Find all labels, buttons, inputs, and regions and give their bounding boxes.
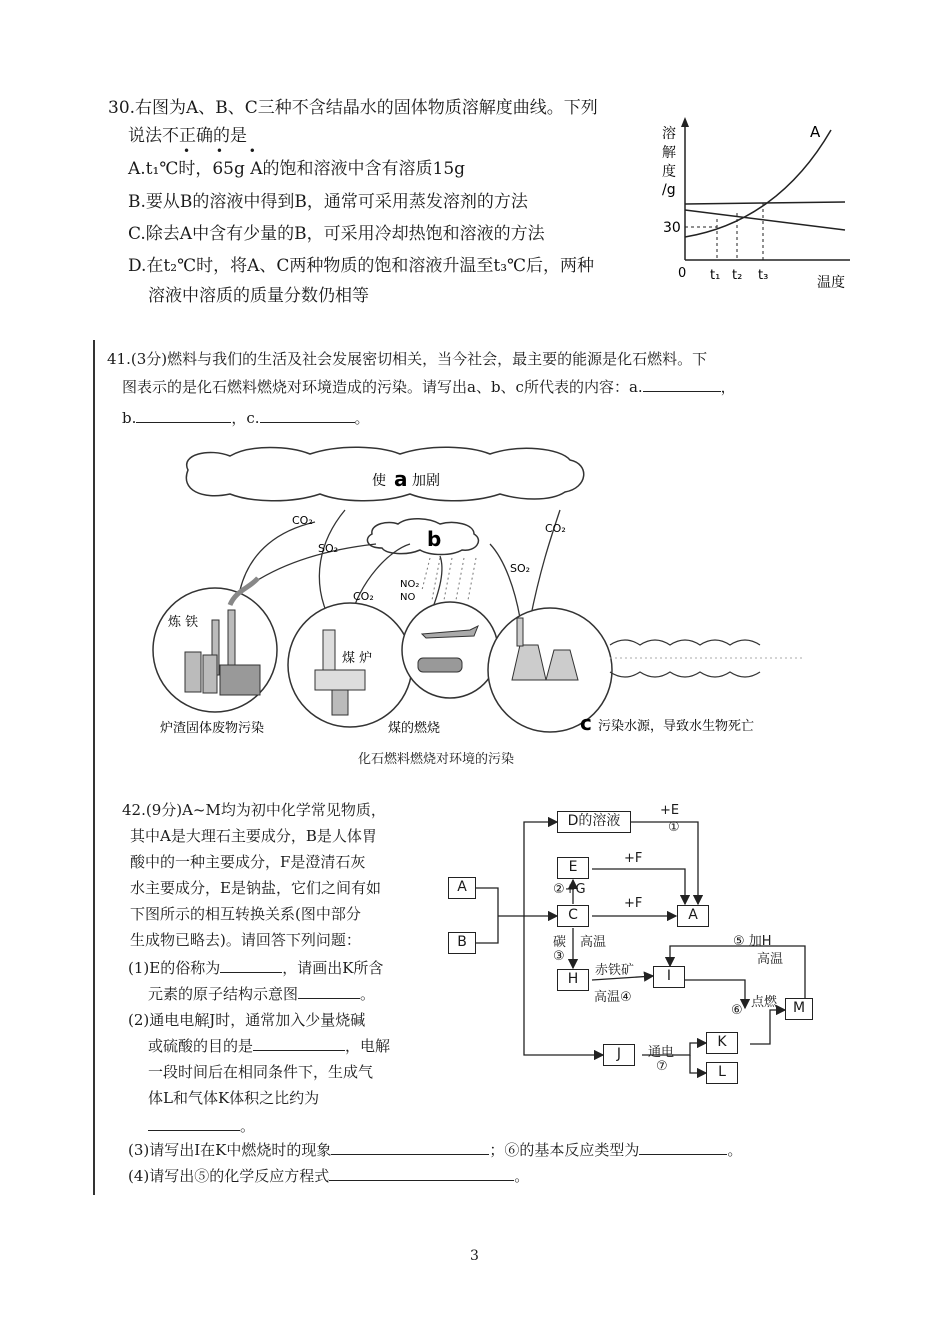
label-c: ，c. [231,409,260,427]
q42-sub1-b [148,981,375,1007]
y-label-1: 溶 [662,126,676,142]
slag-label: 炉渣固体废物污染 [160,721,265,736]
node-e: E [557,857,589,879]
q30-option-a: A.t₁℃时，65g A的饱和溶液中含有溶质15g [128,159,466,179]
margin-rule [93,340,95,1195]
q42-sub2-e: 体L和气体K体积之比约为 [148,1089,320,1107]
c-text: 污染水源，导致水生物死亡 [598,719,755,734]
x-tick-t3: t₃ [758,268,769,283]
solubility-graph [655,112,855,297]
q30-option-d-cont: 溶液中溶质的质量分数仍相等 [148,286,369,306]
q42-sub1-label: (1)E的俗称为 [128,959,221,977]
node-h: H [557,969,589,991]
q42-period-1: 。 [360,985,376,1003]
q42-line-2: 其中A是大理石主要成分，B是人体胃 [130,827,377,845]
flow-label-plus-e: +E [660,803,680,818]
q41-comma: ， [720,378,736,396]
label-b: b. [122,409,137,427]
label-co2-3: CO₂ [545,522,566,535]
flow-label-hematite: 赤铁矿 [595,963,635,978]
q42-sub3-text: (3)请写出I在K中燃烧时的现象 [128,1141,332,1159]
q42-sub1-c: 元素的原子结构示意图 [148,985,299,1003]
flow-label-plus-f-2: +F [624,896,643,911]
flow-label-step-7: ⑦ [656,1059,668,1074]
y-tick-30: 30 [663,220,681,236]
arrow-iron-so2 [250,544,376,585]
x-axis-label: 温度 [817,275,845,291]
flow-label-high-temp-5: 高温 [757,952,784,967]
iron-label: 炼 铁 [168,615,199,630]
q42-period-4: 。 [514,1167,530,1185]
q42-sub3-b: ；⑥的基本反应类型为 [489,1141,640,1159]
q42-sub3 [128,1137,742,1163]
arrow-iron-co2 [240,522,315,590]
node-d-solution: D的溶液 [557,811,631,833]
page-number: 3 [470,1248,479,1264]
pollution-diagram [140,440,820,740]
q41-line-1: 41.(3分)燃料与我们的生活及社会发展密切相关，当今社会，最主要的能源是化石燃料。下 [107,350,708,368]
flow-label-electrolysis: 通电 [648,1045,675,1060]
cloud-text-post: 加剧 [412,473,440,489]
stove-label: 煤 炉 [342,651,373,666]
node-a-product: A [677,905,709,927]
node-k: K [706,1032,738,1054]
label-co2-1: CO₂ [292,514,313,527]
answer-blank-a[interactable] [643,377,721,392]
car [418,658,462,672]
answer-blank-ratio[interactable] [148,1116,240,1131]
q42-sub1-a [128,955,383,981]
q30-option-c: C.除去A中含有少量的B，可采用冷却热饱和溶液的方法 [128,224,545,244]
y-axis-arrow [681,117,689,127]
x-tick-t2: t₂ [732,268,743,283]
arrow-plant-so2 [490,544,520,618]
y-label-3: 度 [662,164,676,180]
q30-option-b: B.要从B的溶液中得到B，通常可采用蒸发溶剂的方法 [128,192,528,212]
answer-blank-b[interactable] [136,408,231,423]
q42-line-5: 下图所示的相互转换关系(图中部分 [130,905,361,923]
emphasis-dots: • • • [183,144,267,158]
node-j: J [603,1044,635,1066]
q42-line-6: 生成物已略去)。请回答下列问题： [130,931,361,949]
q42-period-3: 。 [727,1141,743,1159]
q41-line-3 [122,405,370,432]
flow-label-ignite: 点燃 [751,995,778,1010]
q42-sub2-c: ，电解 [345,1037,391,1055]
cloud-letter-a: a [394,467,408,491]
answer-blank-purpose[interactable] [253,1036,345,1051]
flow-label-step-6: ⑥ [731,1003,743,1018]
q42-sub2-f [148,1113,255,1139]
q42-line-1: 42.(9分)A~M均为初中化学常见物质， [122,801,386,819]
c-letter: c [580,711,592,735]
answer-blank-phenomenon[interactable] [331,1140,489,1155]
flow-label-high-temp-4: 高温④ [594,990,632,1005]
curve-a [685,130,831,237]
q42-sub1-text: ，请画出K所含 [282,959,384,977]
q42-sub2-b [148,1033,390,1059]
flow-label-high-temp-1: 高温 [580,935,607,950]
cloud-letter-b: b [427,527,442,551]
origin-label: 0 [678,266,687,281]
q30-line-2: 说法不正确的是 [128,126,247,146]
q41-line-2-text: 图表示的是化石燃料燃烧对环境造成的污染。请写出a、b、c所代表的内容：a. [122,378,643,396]
curve-b [685,202,845,204]
flow-label-carbon: 碳 [553,935,567,950]
flow-label-step-2-g: ②+G [553,882,586,897]
q30-option-d: D.在t₂℃时，将A、C两种物质的饱和溶液升温至t₃℃后，两种 [128,256,595,276]
q41-line-2 [122,374,736,401]
label-co2-2: CO₂ [353,590,374,603]
q42-sub2-d: 一段时间后在相同条件下，生成气 [148,1063,374,1081]
node-b: B [448,932,476,954]
node-i: I [653,966,685,988]
answer-blank-e-name[interactable] [220,958,282,973]
x-tick-t1: t₁ [710,268,721,283]
q30-line-1: 30.右图为A、B、C三种不含结晶水的固体物质溶解度曲线。下列 [108,98,598,118]
label-so2-1: SO₂ [318,542,339,555]
flow-label-plus-f-1: +F [624,851,643,866]
q42-line-3: 酸中的一种主要成分，F是澄清石灰 [130,853,366,871]
flow-label-step-5: ⑤ 加H [733,934,772,949]
b-cloud [367,519,478,555]
cloud-text-pre: 使 [372,473,386,489]
answer-blank-c[interactable] [260,408,355,423]
flow-label-step-1: ① [668,820,680,835]
flow-label-step-3: ③ [553,949,565,964]
node-l: L [706,1062,738,1084]
transport-circle [402,602,498,698]
node-m: M [785,998,813,1020]
y-label-4: /g [662,182,676,198]
q42-sub4-text: (4)请写出⑤的化学反应方程式 [128,1167,330,1185]
diagram-caption: 化石燃料燃烧对环境的污染 [358,752,515,767]
coal-burn-label: 煤的燃烧 [388,721,441,736]
q42-sub4 [128,1163,529,1189]
answer-blank-equation[interactable] [329,1166,514,1181]
q42-line-4: 水主要成分，E是钠盐，它们之间有如 [130,879,381,897]
q41-period: 。 [354,409,370,427]
node-c: C [557,905,589,927]
curve-a-label: A [810,123,821,141]
q42-period-2: 。 [240,1117,256,1135]
q42-sub2-a: (2)通电电解J时，通常加入少量烧碱 [128,1011,366,1029]
answer-blank-reaction-type[interactable] [639,1140,727,1155]
node-a: A [448,877,476,899]
label-so2-2: SO₂ [510,562,531,575]
y-label-2: 解 [662,145,676,161]
q42-sub2-b-text: 或硫酸的目的是 [148,1037,254,1055]
answer-blank-k-structure[interactable] [298,984,360,999]
label-no: NO [400,592,416,603]
label-no2: NO₂ [400,579,420,590]
